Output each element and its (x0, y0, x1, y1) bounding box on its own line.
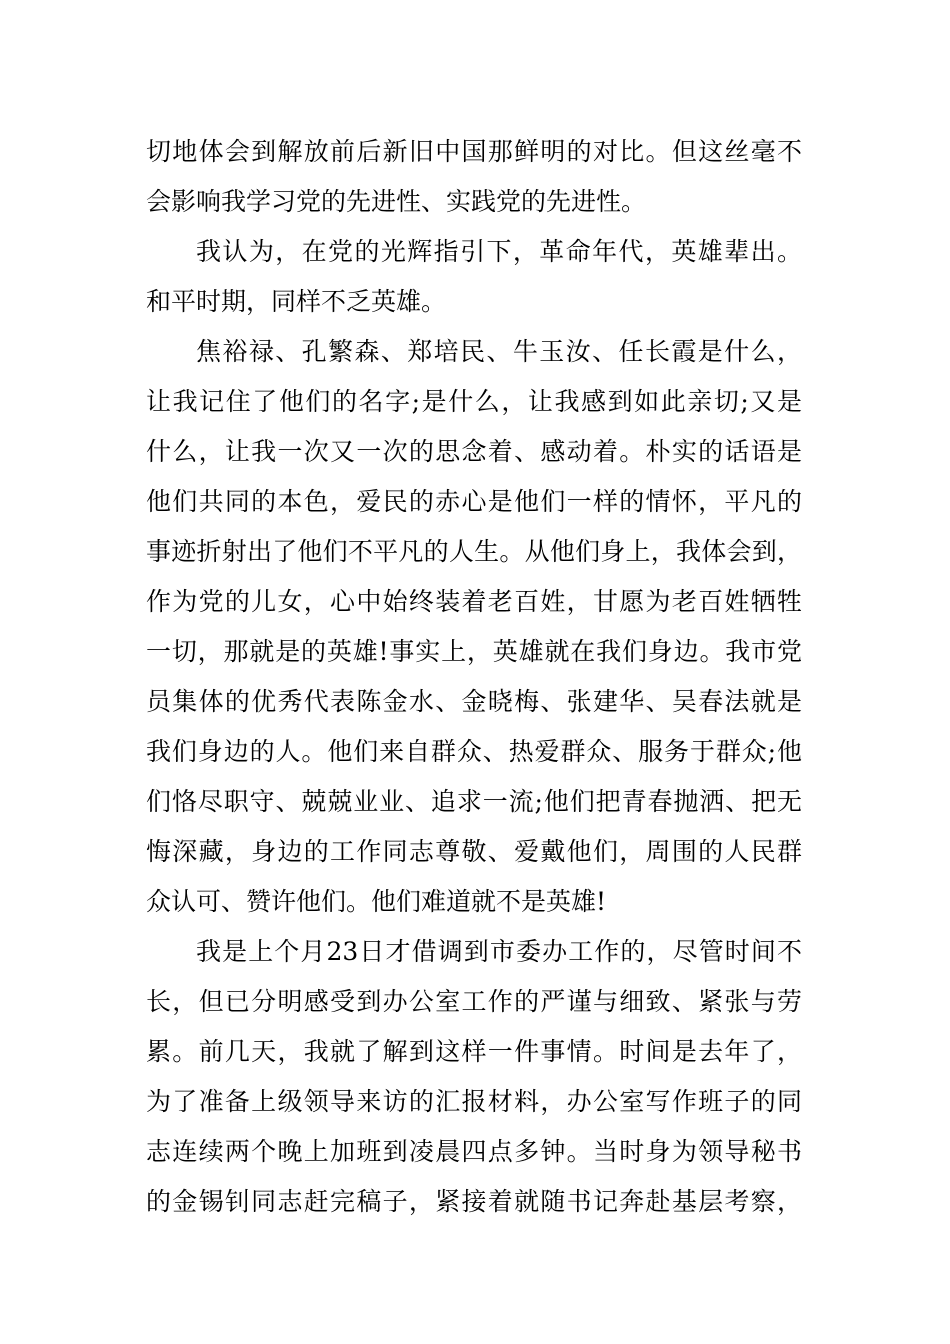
paragraph-start-line: 我认为，在党的光辉指引下，革命年代，英雄辈出。 (196, 237, 802, 266)
paragraph-start-line: 焦裕禄、孔繁森、郑培民、牛玉汝、任长霞是什么， (196, 337, 802, 366)
text-line: 我们身边的人。他们来自群众、热爱群众、服务于群众;他 (146, 737, 802, 766)
text-line: 志连续两个晚上加班到凌晨四点多钟。当时身为领导秘书 (146, 1137, 802, 1166)
text-line: 员集体的优秀代表陈金水、金晓梅、张建华、吴春法就是 (146, 687, 802, 716)
text-line: 为了准备上级领导来访的汇报材料，办公室写作班子的同 (146, 1087, 802, 1116)
text-line: 累。前几天，我就了解到这样一件事情。时间是去年了， (146, 1037, 802, 1066)
text-line: 让我记住了他们的名字;是什么，让我感到如此亲切;又是 (146, 387, 802, 416)
text-line: 会影响我学习党的先进性、实践党的先进性。 (146, 187, 647, 216)
text-line: 作为党的儿女，心中始终装着老百姓，甘愿为老百姓牺牲 (146, 587, 802, 616)
text-line: 们恪尽职守、兢兢业业、追求一流;他们把青春抛洒、把无 (146, 787, 802, 816)
text-line: 的金锡钊同志赶完稿子，紧接着就随书记奔赴基层考察， (146, 1187, 802, 1216)
text-line: 众认可、赞许他们。他们难道就不是英雄! (146, 887, 607, 916)
paragraph-start-line: 我是上个月23日才借调到市委办工作的，尽管时间不 (196, 937, 802, 966)
text-line: 什么，让我一次又一次的思念着、感动着。朴实的话语是 (146, 437, 802, 466)
text-line: 长，但已分明感受到办公室工作的严谨与细致、紧张与劳 (146, 987, 802, 1016)
text-line: 他们共同的本色，爱民的赤心是他们一样的情怀，平凡的 (146, 487, 802, 516)
text-line: 切地体会到解放前后新旧中国那鲜明的对比。但这丝毫不 (146, 137, 802, 166)
text-line: 和平时期，同样不乏英雄。 (146, 287, 447, 316)
text-line: 一切，那就是的英雄!事实上，英雄就在我们身边。我市党 (146, 637, 802, 666)
text-line: 悔深藏，身边的工作同志尊敬、爱戴他们，周围的人民群 (146, 837, 802, 866)
text-line: 事迹折射出了他们不平凡的人生。从他们身上，我体会到， (146, 537, 802, 566)
document-body (146, 127, 802, 1227)
